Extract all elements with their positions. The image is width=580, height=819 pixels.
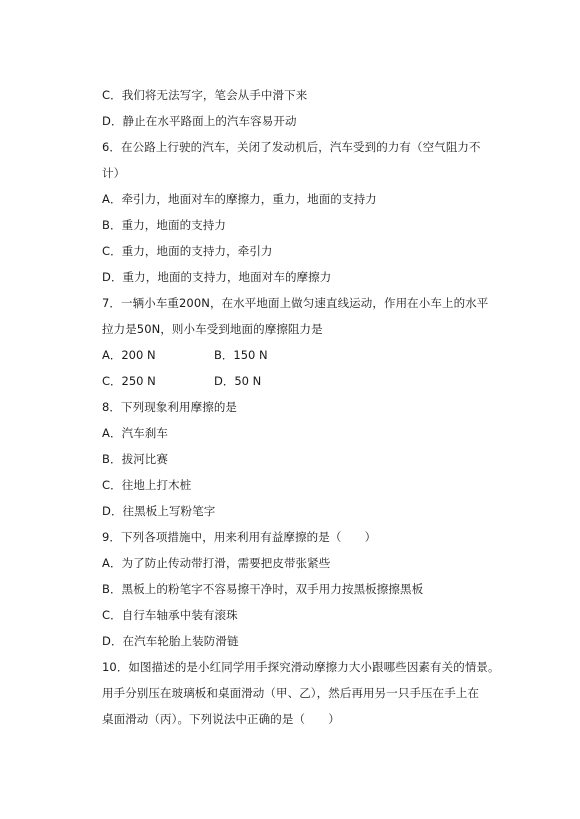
q7-option-a: A．200 N <box>102 348 156 362</box>
q7-stem-line-1: 7．一辆小车重200N，在水平地面上做匀速直线运动，作用在小车上的水平 <box>102 296 489 310</box>
q9-option-b: B．黑板上的粉笔字不容易擦干净时，双手用力按黑板擦擦黑板 <box>102 582 424 596</box>
q8-option-a: A．汽车刹车 <box>102 426 168 440</box>
q10-stem-line-3: 桌面滑动（丙）。下列说法中正确的是（ ） <box>102 712 340 726</box>
q8-option-d: D．往黑板上写粉笔字 <box>102 504 216 518</box>
q6-stem-line-1: 6．在公路上行驶的汽车，关闭了发动机后，汽车受到的力有（空气阻力不 <box>102 140 481 154</box>
q9-stem: 9．下列各项措施中，用来利用有益摩擦的是（ ） <box>102 530 377 544</box>
q9-option-c: C．自行车轴承中装有滚珠 <box>102 608 238 622</box>
q9-option-a: A．为了防止传动带打滑，需要把皮带张紧些 <box>102 556 331 570</box>
q9-option-d: D．在汽车轮胎上装防滑链 <box>102 634 239 648</box>
q6-option-a: A．牵引力，地面对车的摩擦力，重力，地面的支持力 <box>102 192 377 206</box>
q10-stem-line-2: 用手分别压在玻璃板和桌面滑动（甲、乙），然后再用另一只手压在手上在 <box>102 686 480 700</box>
q10-stem-line-1: 10．如图描述的是小红同学用手探究滑动摩擦力大小跟哪些因素有关的情景。 <box>102 660 500 674</box>
q6-option-c: C．重力，地面的支持力，牵引力 <box>102 244 273 258</box>
q7-option-c: C．250 N <box>102 374 156 388</box>
q7-option-b: B．150 N <box>214 348 268 362</box>
q5-option-c: C．我们将无法写字，笔会从手中滑下来 <box>102 88 308 102</box>
q8-option-b: B．拔河比赛 <box>102 452 168 466</box>
q5-option-d: D．静止在水平路面上的汽车容易开动 <box>102 114 297 128</box>
q7-stem-line-2: 拉力是50N，则小车受到地面的摩擦阻力是 <box>102 322 323 336</box>
q8-option-c: C．往地上打木桩 <box>102 478 192 492</box>
q7-option-d: D．50 N <box>214 374 262 388</box>
q8-stem: 8．下列现象利用摩擦的是 <box>102 400 238 414</box>
q6-option-d: D．重力，地面的支持力，地面对车的摩擦力 <box>102 270 332 284</box>
q6-stem-line-2: 计） <box>102 166 126 180</box>
q6-option-b: B．重力，地面的支持力 <box>102 218 226 232</box>
